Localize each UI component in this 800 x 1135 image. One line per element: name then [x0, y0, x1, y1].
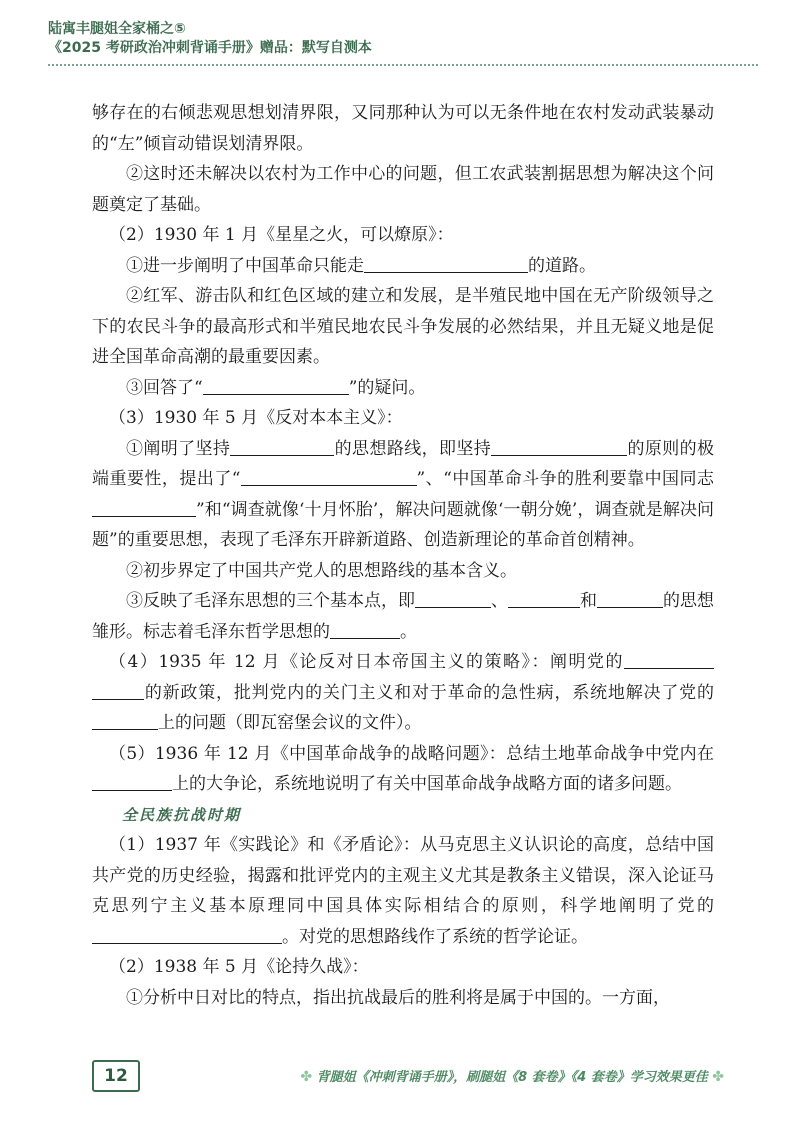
paragraph-text: 上的问题（即瓦窑堡会议的文件）。: [158, 713, 422, 733]
fill-blank[interactable]: [230, 437, 334, 456]
paragraph-text: 的原则的极端重要性，提出了“: [92, 438, 715, 489]
fill-blank[interactable]: [92, 711, 158, 730]
fill-blank[interactable]: [92, 925, 282, 944]
header-subtitle: 《2025 考研政治冲刺背诵手册》赠品：默写自测本: [48, 40, 372, 56]
fill-blank[interactable]: [508, 589, 580, 608]
paragraph-text: ②红军、游击队和红色区域的建立和发展，是半殖民地中国在无产阶级领导之下的农民斗争的最高形式和半殖民地农民斗争发展的必然结果，并且无疑义地是促进全国革命高潮的最重要因素。: [92, 286, 714, 367]
paragraph: [92, 403, 714, 434]
paragraph-text: 上的大争论，系统地说明了有关中国革命战争战略方面的诸多问题。: [172, 774, 682, 794]
paragraph: [92, 251, 714, 282]
footer-text: 背腿姐《冲刺背诵手册》，刷腿姐《8 套卷》《4 套卷》学习效果更佳: [316, 1070, 708, 1085]
page-footer: [92, 1060, 724, 1094]
header-title: 陆寓丰腿姐全家桶之⑤: [48, 21, 186, 37]
paragraph-text: 。对党的思想路线作了系统的哲学论证。: [282, 926, 588, 947]
paragraph-text: 和: [580, 591, 597, 611]
paragraph-text: ③反映了毛泽东思想的三个基本点，即: [126, 591, 415, 611]
flower-icon: ✤: [300, 1069, 313, 1085]
fill-blank[interactable]: [203, 376, 349, 395]
paragraph-text: 的思想路线，即坚持: [334, 438, 492, 459]
flower-icon: ✤: [712, 1069, 724, 1085]
paragraph-text: ”的疑问。: [348, 377, 426, 398]
section-heading: 全民族抗战时期: [122, 805, 242, 824]
paragraph: [92, 373, 714, 404]
paragraph: [92, 952, 714, 983]
paragraph-text: ①进一步阐明了中国革命只能走: [126, 255, 364, 276]
paragraph: [92, 556, 714, 587]
paragraph-text: ”、“中国革命斗争的胜利要靠中国同志: [416, 469, 714, 489]
page-header: [48, 20, 758, 58]
fill-blank[interactable]: [415, 589, 491, 608]
paragraph: [92, 434, 714, 556]
main-text: [92, 98, 714, 1013]
paragraph-text: 。: [400, 621, 417, 642]
paragraph-text: （2）1938 年 5 月《论持久战》：: [109, 957, 369, 977]
paragraph-text: （3）1930 年 5 月《反对本本主义》：: [109, 408, 403, 428]
fill-blank[interactable]: [92, 681, 144, 700]
fill-blank[interactable]: [597, 589, 663, 608]
fill-blank[interactable]: [364, 254, 528, 273]
fill-blank[interactable]: [92, 772, 172, 791]
paragraph: [92, 98, 714, 159]
paragraph-text: （1）1937 年《实践论》和《矛盾论》：从马克思主义认识论的高度，总结中国共产党的历史经验，揭露和批评党内的主观主义尤其是教条主义错误，深入论证马克思列宁主义基本原理同中国具体实际相结合的原则，科学地阐明了党的: [92, 835, 714, 916]
paragraph-text: 的新政策，批判党内的关门主义和对于革命的急性病，系统地解决了党的: [144, 682, 714, 703]
fill-blank[interactable]: [330, 620, 400, 639]
paragraph: [92, 220, 714, 251]
paragraph-text: ②初步界定了中国共产党人的思想路线的基本含义。: [126, 560, 517, 581]
paragraph: [92, 983, 714, 1014]
page-number: 12: [92, 1060, 140, 1092]
paragraph: [92, 281, 714, 373]
paragraph: [92, 159, 714, 220]
paragraph: [92, 739, 714, 800]
paragraph-text: ”和“调查就像‘十月怀胎’，解决问题就像‘一朝分娩’，调查就是解决问题”的重要思想，表现了毛泽东开辟新道路、创造新理论的革命首创精神。: [92, 499, 714, 550]
paragraph-text: 的思想雏形。标志着毛泽东哲学思想的: [92, 591, 714, 642]
paragraph-text: 的道路。: [528, 255, 596, 276]
paragraph-text: （5）1936 年 12 月《中国革命战争的战略问题》：总结土地革命战争中党内在: [109, 743, 714, 764]
paragraph: [92, 647, 714, 739]
paragraph-text: （2）1930 年 1 月《星星之火，可以燎原》：: [109, 225, 454, 245]
paragraph: [92, 830, 714, 952]
fill-blank[interactable]: [491, 437, 627, 456]
paragraph-text: 够存在的右倾悲观思想划清界限，又同那种认为可以无条件地在农村发动武装暴动的“左”倾盲动错误划清界限。: [92, 103, 714, 154]
fill-blank[interactable]: [92, 498, 196, 517]
paragraph-text: ①阐明了坚持: [126, 438, 231, 459]
header-divider: [48, 64, 758, 66]
paragraph-text: ①分析中日对比的特点，指出抗战最后的胜利将是属于中国的。一方面，: [126, 987, 670, 1008]
paragraph-text: 、: [491, 591, 508, 611]
footer-note: [300, 1066, 724, 1085]
paragraph-text: （4）1935 年 12 月《论反对日本帝国主义的策略》：阐明党的: [109, 652, 624, 672]
paragraph: [92, 586, 714, 647]
paragraph-text: ③回答了“: [126, 377, 203, 398]
fill-blank[interactable]: [241, 467, 417, 486]
paragraph-text: ②这时还未解决以农村为工作中心的问题，但工农武装割据思想为解决这个问题奠定了基础。: [92, 164, 714, 215]
fill-blank[interactable]: [624, 650, 714, 669]
